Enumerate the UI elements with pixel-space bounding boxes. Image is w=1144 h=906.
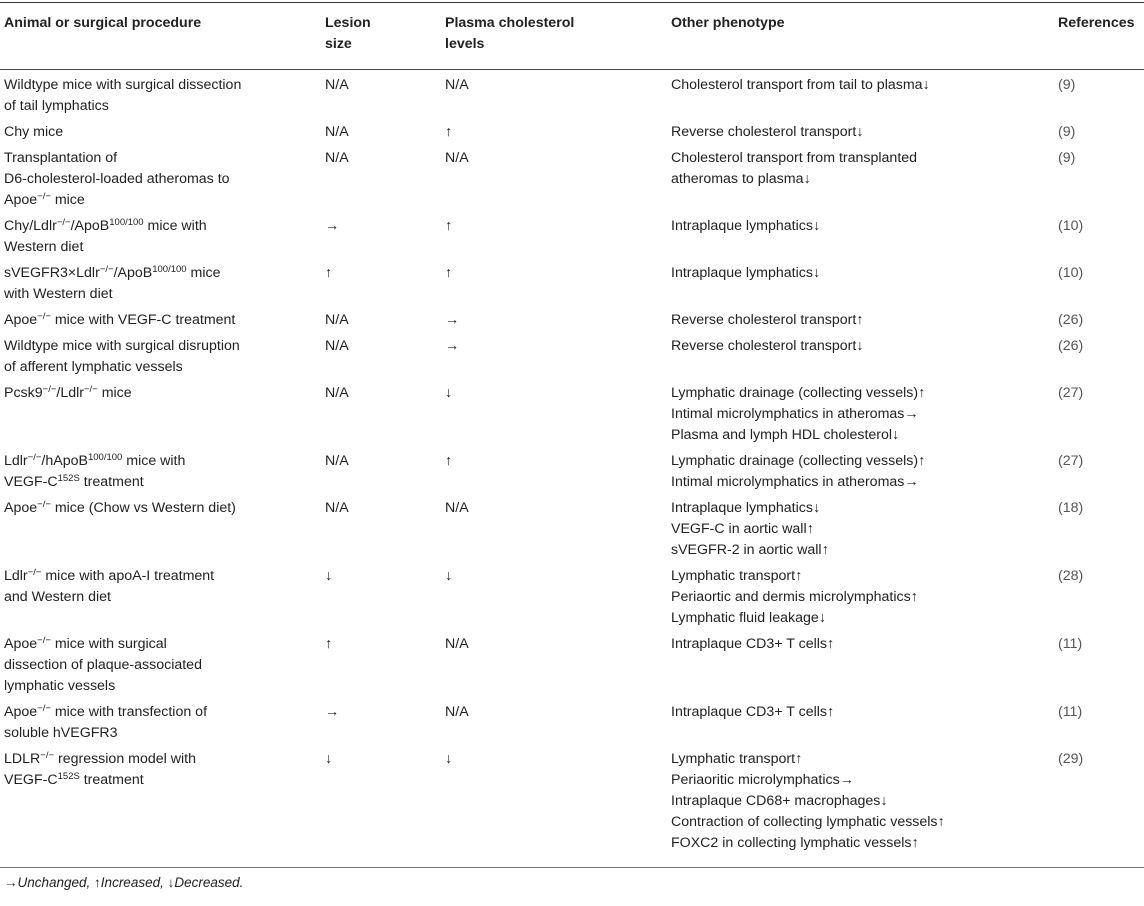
procedure-line: Chy/Ldlr−/−/ApoB$^{100/100}$ mice with [4, 217, 207, 234]
plasma-cholesterol-cell: → [445, 312, 460, 328]
procedure-line: lymphatic vessels [4, 678, 116, 694]
header-other-phenotype: Other phenotype [671, 15, 785, 31]
procedure-cell [0, 702, 325, 744]
reference-cell: (26) [1058, 312, 1084, 328]
reference-cell: (10) [1058, 265, 1084, 281]
procedure-cell [0, 634, 325, 697]
phenotype-line: Cholesterol transport from transplanted [671, 150, 918, 166]
lesion-size-cell: N/A [325, 150, 349, 166]
procedure-line: Apoe−/− mice [4, 191, 85, 208]
phenotype-cell [671, 634, 1058, 655]
plasma-cholesterol-cell: ↑ [445, 124, 453, 140]
header-plasma-line1: Plasma cholesterol [445, 15, 575, 31]
lesion-size-cell: ↑ [325, 636, 333, 652]
procedure-line: soluble hVEGFR3 [4, 725, 118, 741]
phenotype-line: Lymphatic drainage (collecting vessels)↑ [671, 385, 926, 401]
reference-cell: (27) [1058, 385, 1084, 401]
phenotype-cell [671, 498, 1058, 561]
lesion-size-cell: N/A [325, 500, 349, 516]
reference-cell: (9) [1058, 124, 1076, 140]
procedure-line: VEGF-$C^{152S}$ treatment [4, 473, 144, 490]
phenotype-line: sVEGFR-2 in aortic wall↑ [671, 542, 829, 558]
header-lesion-line1: Lesion [325, 15, 371, 31]
procedure-cell [0, 498, 325, 519]
procedure-cell [0, 216, 325, 258]
lesion-size-cell: N/A [325, 453, 349, 469]
procedure-line: dissection of plaque-associated [4, 657, 202, 673]
header-plasma-line2: levels [445, 36, 485, 52]
phenotype-line: Contraction of collecting lymphatic vessels↑ [671, 814, 945, 830]
phenotype-cell [671, 383, 1058, 446]
procedure-cell [0, 566, 325, 608]
procedure-cell [0, 148, 325, 211]
plasma-cholesterol-cell: N/A [445, 636, 469, 652]
lesion-size-cell: ↓ [325, 751, 333, 767]
reference-cell: (28) [1058, 568, 1084, 584]
procedure-line: of afferent lymphatic vessels [4, 359, 183, 375]
table-footnote: →Unchanged, ↑Increased, ↓Decreased. [4, 875, 244, 890]
procedure-line: sVEGFR3×Ldlr−/−/ApoB$^{100/100}$ mice [4, 264, 221, 281]
procedure-line: Apoe−/− mice with transfection of [4, 703, 208, 720]
procedure-line: Apoe−/− mice with VEGF-C treatment [4, 311, 236, 328]
reference-cell: (29) [1058, 751, 1084, 767]
table-row [0, 383, 1144, 446]
lesion-size-cell: → [325, 704, 340, 720]
phenotype-line: Intraplaque CD68+ macrophages↓ [671, 793, 888, 809]
plasma-cholesterol-cell: ↑ [445, 265, 453, 281]
plasma-cholesterol-cell: ↓ [445, 385, 453, 401]
lesion-size-cell: N/A [325, 338, 349, 354]
phenotype-cell [671, 451, 1058, 493]
procedure-line: Western diet [4, 239, 84, 255]
lesion-size-cell: ↑ [325, 265, 333, 281]
table-row [0, 566, 1144, 629]
phenotype-line: Lymphatic transport↑ [671, 568, 803, 584]
procedure-line: D6-cholesterol-loaded atheromas to [4, 171, 230, 187]
reference-cell: (27) [1058, 453, 1084, 469]
procedure-line: Pcsk9−/−/Ldlr−/− mice [4, 384, 132, 401]
table-row [0, 498, 1144, 561]
procedure-cell [0, 122, 325, 143]
phenotype-line: atheromas to plasma↓ [671, 171, 811, 187]
lesion-size-cell: N/A [325, 77, 349, 93]
phenotype-cell [671, 263, 1058, 284]
reference-cell: (9) [1058, 77, 1076, 93]
table-row [0, 75, 1144, 117]
procedure-line: Apoe−/− mice with surgical [4, 635, 167, 652]
procedure-cell [0, 310, 325, 331]
procedure-line: Wildtype mice with surgical disruption [4, 338, 240, 354]
table-row [0, 122, 1144, 143]
procedure-line: Transplantation of [4, 150, 118, 166]
table-row [0, 310, 1144, 331]
table-row [0, 451, 1144, 493]
procedure-line: Wildtype mice with surgical dissection [4, 77, 242, 93]
phenotype-cell [671, 148, 1058, 190]
phenotype-line: Intraplaque lymphatics↓ [671, 218, 821, 234]
lesion-size-cell: N/A [325, 312, 349, 328]
table-header-row [0, 3, 1144, 69]
phenotype-line: Periaortic and dermis microlymphatics↑ [671, 589, 918, 605]
reference-cell: (10) [1058, 218, 1084, 234]
plasma-cholesterol-cell: N/A [445, 77, 469, 93]
lesion-size-cell: N/A [325, 124, 349, 140]
procedure-line: Chy mice [4, 124, 64, 140]
lesion-size-cell: → [325, 218, 340, 234]
procedure-cell [0, 75, 325, 117]
phenotype-line: Intraplaque CD3+ T cells↑ [671, 704, 835, 720]
phenotype-line: Intimal microlymphatics in atheromas→ [671, 474, 919, 490]
phenotype-cell [671, 216, 1058, 237]
phenotype-cell [671, 566, 1058, 629]
phenotype-line: Lymphatic fluid leakage↓ [671, 610, 826, 626]
phenotype-line: Cholesterol transport from tail to plasma↓ [671, 77, 930, 93]
header-procedure: Animal or surgical procedure [4, 15, 202, 31]
reference-cell: (11) [1058, 636, 1083, 652]
header-references: References [1058, 15, 1135, 31]
procedure-cell [0, 336, 325, 378]
procedure-line: LDLR−/− regression model with [4, 750, 196, 767]
procedure-line: Apoe−/− mice (Chow vs Western diet) [4, 499, 236, 516]
plasma-cholesterol-cell: N/A [445, 500, 469, 516]
reference-cell: (26) [1058, 338, 1084, 354]
phenotype-cell [671, 75, 1058, 96]
phenotype-cell [671, 702, 1058, 723]
procedure-cell [0, 263, 325, 305]
procedure-cell [0, 749, 325, 791]
plasma-cholesterol-cell: ↑ [445, 453, 453, 469]
phenotype-line: Intimal microlymphatics in atheromas→ [671, 406, 919, 422]
procedure-cell [0, 451, 325, 493]
lesion-size-cell: ↓ [325, 568, 333, 584]
procedure-line: Ldlr−/− mice with apoA-I treatment [4, 567, 215, 584]
reference-cell: (11) [1058, 704, 1083, 720]
table-row [0, 749, 1144, 854]
plasma-cholesterol-cell: N/A [445, 150, 469, 166]
phenotype-line: VEGF-C in aortic wall↑ [671, 521, 814, 537]
phenotype-cell [671, 749, 1058, 854]
plasma-cholesterol-cell: → [445, 338, 460, 354]
phenotype-cell [671, 310, 1058, 331]
header-plasma-cholesterol [445, 13, 671, 55]
header-lesion-line2: size [325, 36, 352, 52]
phenotype-line: Reverse cholesterol transport↑ [671, 312, 864, 328]
phenotype-line: Lymphatic drainage (collecting vessels)↑ [671, 453, 926, 469]
procedure-line: and Western diet [4, 589, 111, 605]
plasma-cholesterol-cell: ↓ [445, 751, 453, 767]
procedure-line: with Western diet [4, 286, 113, 302]
phenotype-cell [671, 122, 1058, 143]
table-row [0, 702, 1144, 744]
header-lesion-size [325, 13, 445, 55]
table-body [0, 70, 1144, 867]
procedure-line: Ldlr−/−/hApoB$^{100/100}$ mice with [4, 452, 186, 469]
phenotype-line: Lymphatic transport↑ [671, 751, 803, 767]
phenotype-line: Plasma and lymph HDL cholesterol↓ [671, 427, 900, 443]
table-row [0, 634, 1144, 697]
phenotype-line: Intraplaque lymphatics↓ [671, 500, 821, 516]
table-row [0, 148, 1144, 211]
phenotype-line: Periaoritic microlymphatics→ [671, 772, 854, 788]
table-row [0, 336, 1144, 378]
procedure-line: of tail lymphatics [4, 98, 109, 114]
procedure-cell [0, 383, 325, 404]
phenotype-line: FOXC2 in collecting lymphatic vessels↑ [671, 835, 919, 851]
phenotype-line: Reverse cholesterol transport↓ [671, 338, 864, 354]
plasma-cholesterol-cell: ↑ [445, 218, 453, 234]
plasma-cholesterol-cell: ↓ [445, 568, 453, 584]
table-row [0, 263, 1144, 305]
procedure-line: VEGF-$C^{152S}$ treatment [4, 771, 144, 788]
phenotype-cell [671, 336, 1058, 357]
reference-cell: (9) [1058, 150, 1076, 166]
phenotype-line: Intraplaque lymphatics↓ [671, 265, 821, 281]
lesion-size-cell: N/A [325, 385, 349, 401]
plasma-cholesterol-cell: N/A [445, 704, 469, 720]
phenotype-line: Intraplaque CD3+ T cells↑ [671, 636, 835, 652]
table-row [0, 216, 1144, 258]
reference-cell: (18) [1058, 500, 1084, 516]
phenotype-line: Reverse cholesterol transport↓ [671, 124, 864, 140]
